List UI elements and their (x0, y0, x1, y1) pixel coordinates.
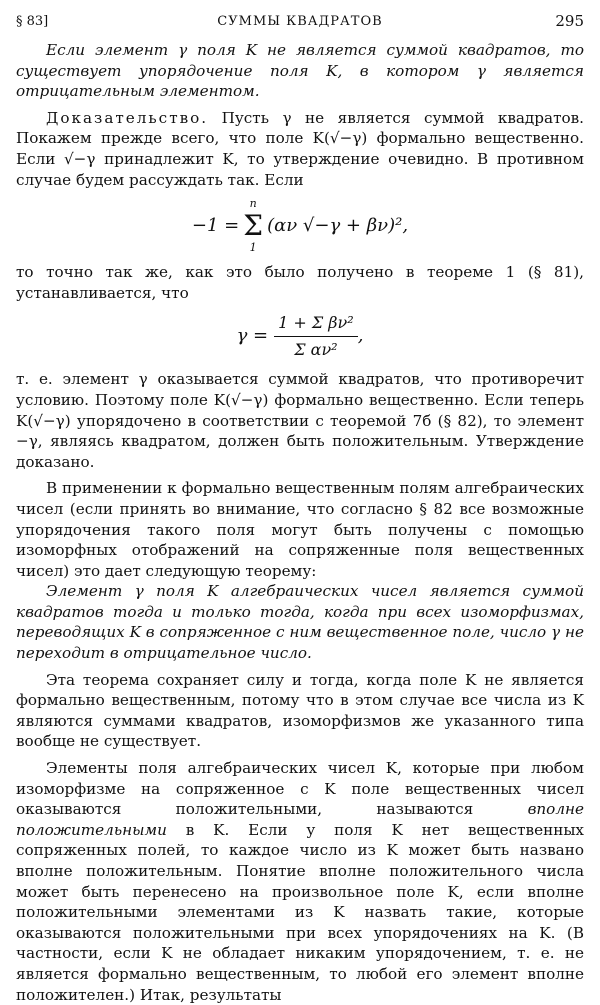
formula2-trail: , (357, 325, 364, 347)
formula-lhs: −1 = (191, 215, 240, 237)
definition-term: вполне положительными (16, 800, 584, 839)
conclusion-paragraph: т. е. элемент γ оказывается суммой квадратов, что противоречит условию. Поэтому поле K(√−γ) формально вещественно. Если теперь K(√−γ) упорядочено в соответствии с теоремой 7б (§ 82), то элемент −γ, являясь квадратом, должен быть положительным. Утверждение доказано. (16, 370, 584, 471)
definition-after: в K. Если у поля K нет вещественных сопряженных полей, то каждое число из K может быть названо вполне положительным. Понятие вполне положительного числа может быть перенесено на произвольное поле K, если вполне положительными элементами из K назвать такие, которые оказываются положительными при всех упорядочениях на K. (В частности, если K не обладает никаким упорядочением, т. е. не является формально вещественным, то любой его элемент вполне положителен.) Итак, результаты (16, 820, 584, 1004)
fraction (274, 312, 358, 361)
sum-upper-limit: n (249, 197, 257, 211)
proof-paragraph (16, 108, 584, 190)
running-header (16, 12, 584, 36)
section-ref: § 83] (16, 14, 49, 29)
application-paragraph: В применении к формально вещественным полям алгебраических чисел (если принять во внимание, что согласно § 82 все возможные упорядочения такого поля могут быть получены с помощью изоморфных отображений на сопряженные поля вещественных чисел) это дает следующую теорему: (16, 479, 584, 580)
definition-paragraph (16, 758, 584, 1005)
summation (243, 197, 263, 255)
theorem2-statement: Элемент γ поля K алгебраических чисел является суммой квадратов тогда и только тогда, когда при всех изоморфизмах, переводящих K в сопряженное с ним вещественное поле, число γ не переходит в отрицательное число. (16, 582, 584, 663)
sum-sign: Σ (243, 209, 264, 243)
fraction-numerator: 1 + Σ βν² (274, 312, 358, 337)
theorem-statement: Если элемент γ поля K не является суммой квадратов, то существует упорядочение поля K, в котором γ является отрицательным элементом. (16, 41, 584, 101)
formula-fraction (16, 307, 584, 365)
fraction-denominator: Σ αν² (294, 339, 338, 359)
formula-sum (16, 194, 584, 258)
running-title: СУММЫ КВАДРАТОВ (217, 14, 383, 29)
remark-paragraph: Эта теорема сохраняет силу и тогда, когда поле K не является формально вещественным, потому что в этом случае все числа из K являются суммами квадратов, изоморфизмов же указанного типа вообще не существует. (16, 670, 584, 751)
sum-lower-limit: 1 (249, 241, 257, 255)
proof-label: Доказательство. (46, 108, 209, 127)
proof-text: Пусть γ не является суммой квадратов. Покажем прежде всего, что поле K(√−γ) формально вещественно. Если √−γ принадлежит K, то утверждение очевидно. В противном случае будем рассуждать так. Если (16, 108, 584, 189)
formula2-lhs: γ = (236, 325, 269, 347)
formula-body: (αν √−γ + βν)², (267, 215, 409, 237)
page-number: 295 (555, 12, 584, 30)
middle-paragraph: то точно так же, как это было получено в теореме 1 (§ 81), устанавливается, что (16, 263, 584, 302)
definition-before: Элементы поля алгебраических чисел K, которые при любом изоморфизме на сопряженное с K поле вещественных чисел оказываются положительными, называются (16, 759, 584, 819)
